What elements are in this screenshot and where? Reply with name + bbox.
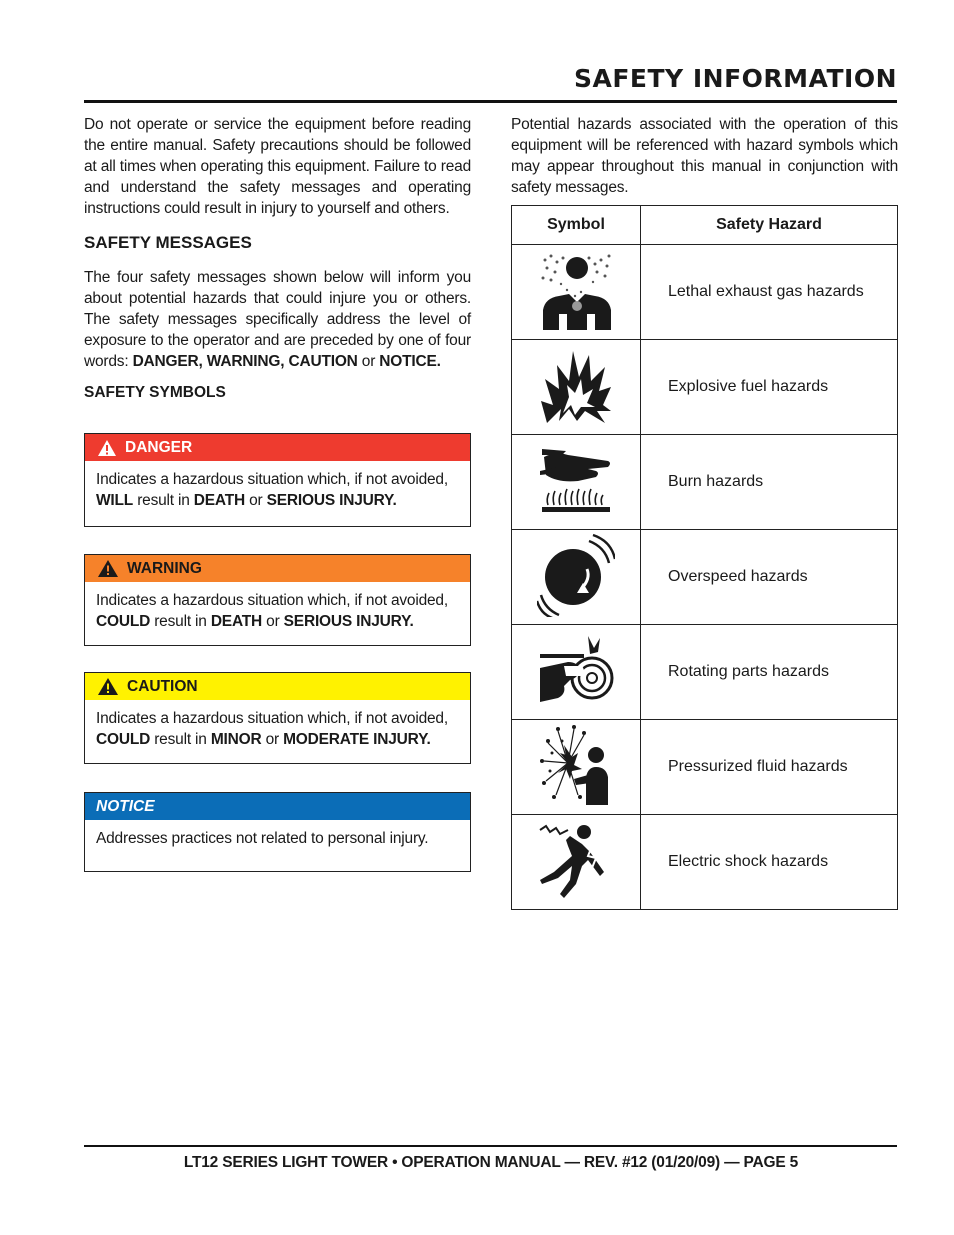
table-row xyxy=(512,435,898,530)
page-footer: LT12 SERIES LIGHT TOWER • OPERATION MANUAL — REV. #12 (01/20/09) — PAGE 5 xyxy=(183,1154,798,1171)
caution-prefix: Indicates a hazardous situation which, if not avoided, xyxy=(96,710,448,727)
danger-result-in: result in xyxy=(137,492,190,509)
warning-triangle-icon xyxy=(97,439,117,457)
danger-header xyxy=(85,434,470,461)
caution-message-box xyxy=(84,672,471,764)
warning-triangle-icon xyxy=(97,559,119,578)
hazard-label-cell: Electric shock hazards xyxy=(641,815,898,910)
exhaust-gas-icon xyxy=(537,250,615,330)
safety-symbols-heading: SAFETY SYMBOLS xyxy=(84,384,226,401)
symbol-cell xyxy=(512,530,641,625)
caution-result-in: result in xyxy=(154,731,207,748)
warning-modal: COULD xyxy=(96,613,151,630)
warning-prefix: Indicates a hazardous situation which, if not avoided, xyxy=(96,592,448,609)
burn-hand-icon xyxy=(538,445,614,515)
explosion-icon xyxy=(539,345,613,425)
symbol-cell xyxy=(512,340,641,435)
hazard-label-cell: Explosive fuel hazards xyxy=(641,340,898,435)
notice-text: Addresses practices not related to personal injury. xyxy=(96,830,429,847)
hazard-symbols-table xyxy=(511,205,898,910)
danger-text xyxy=(85,461,470,511)
right-column xyxy=(511,114,898,198)
warning-text xyxy=(85,582,470,632)
notice-header xyxy=(85,793,470,820)
caution-label: CAUTION xyxy=(127,677,198,695)
table-row xyxy=(512,340,898,435)
electric-shock-icon xyxy=(538,822,614,898)
safety-word-notice: NOTICE. xyxy=(379,353,441,370)
safety-messages-text: The four safety messages shown below will inform you about potential hazards that could injure you or others. The safety messages specifically address the level of exposure to the operator and are preceded by one of four words: xyxy=(84,269,471,370)
caution-header xyxy=(85,673,470,700)
table-row xyxy=(512,815,898,910)
safety-messages-paragraph xyxy=(84,267,471,372)
danger-message-box xyxy=(84,433,471,527)
symbol-cell xyxy=(512,245,641,340)
safety-words-or: or xyxy=(361,353,376,370)
table-row xyxy=(512,720,898,815)
warning-or: or xyxy=(266,613,280,630)
danger-outcome-1: DEATH xyxy=(193,492,246,509)
danger-prefix: Indicates a hazardous situation which, if not avoided, xyxy=(96,471,448,488)
table-header-row xyxy=(512,206,898,245)
danger-or: or xyxy=(249,492,263,509)
warning-result-in: result in xyxy=(154,613,207,630)
safety-messages-heading: SAFETY MESSAGES xyxy=(84,233,252,252)
table-row xyxy=(512,625,898,720)
caution-outcome-1: MINOR xyxy=(210,731,262,748)
caution-modal: COULD xyxy=(96,731,151,748)
danger-label: DANGER xyxy=(125,438,193,456)
warning-outcome-1: DEATH xyxy=(210,613,263,630)
symbol-cell xyxy=(512,625,641,720)
footer-rule xyxy=(84,1145,897,1147)
hazard-label-cell: Pressurized fluid hazards xyxy=(641,720,898,815)
intro-paragraph: Do not operate or service the equipment before reading the entire manual. Safety precautions should be followed at all times when operating this equipment. Failure to read and understand the safety messages and operating instructions could result in injury to yourself and others. xyxy=(84,116,471,217)
table-row xyxy=(512,530,898,625)
caution-text xyxy=(85,700,470,750)
warning-triangle-icon xyxy=(97,677,119,696)
overspeed-icon xyxy=(537,533,615,617)
hazard-label-cell: Rotating parts hazards xyxy=(641,625,898,720)
hazard-intro-paragraph: Potential hazards associated with the operation of this equipment will be referenced with hazard symbols which may appear throughout this manual in conjunction with safety messages. xyxy=(511,116,898,196)
danger-outcome-2: SERIOUS INJURY. xyxy=(266,492,397,509)
hazard-label-cell: Burn hazards xyxy=(641,435,898,530)
warning-header xyxy=(85,555,470,582)
symbol-column-header: Symbol xyxy=(512,206,641,245)
rotating-parts-icon xyxy=(538,632,614,708)
warning-label: WARNING xyxy=(127,559,202,577)
caution-outcome-2: MODERATE INJURY. xyxy=(283,731,431,748)
warning-outcome-2: SERIOUS INJURY. xyxy=(283,613,414,630)
notice-label: NOTICE xyxy=(96,797,155,815)
page-title: SAFETY INFORMATION xyxy=(574,64,897,93)
caution-or: or xyxy=(265,731,279,748)
symbol-cell xyxy=(512,720,641,815)
warning-message-box xyxy=(84,554,471,646)
hazard-column-header: Safety Hazard xyxy=(641,206,898,245)
hazard-label-cell: Overspeed hazards xyxy=(641,530,898,625)
symbol-cell xyxy=(512,435,641,530)
pressurized-fluid-icon xyxy=(538,723,614,807)
safety-words: DANGER, WARNING, CAUTION xyxy=(132,353,358,370)
table-row xyxy=(512,245,898,340)
hazard-label-cell: Lethal exhaust gas hazards xyxy=(641,245,898,340)
danger-modal: WILL xyxy=(96,492,134,509)
notice-message-box xyxy=(84,792,471,872)
left-column xyxy=(84,114,471,402)
title-rule xyxy=(84,100,897,103)
symbol-cell xyxy=(512,815,641,910)
